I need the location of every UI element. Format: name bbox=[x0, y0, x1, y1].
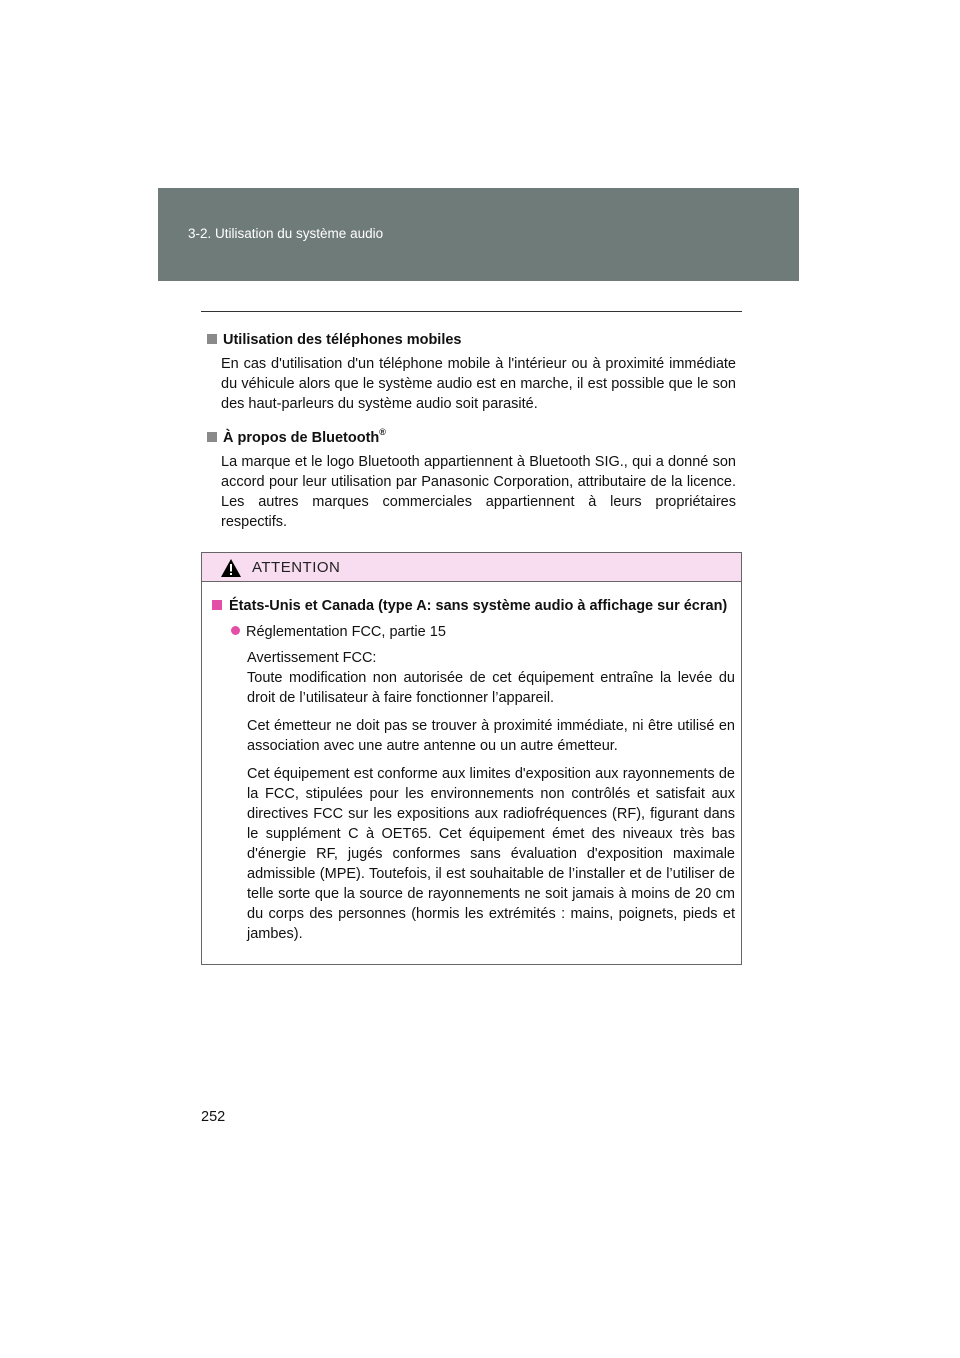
divider bbox=[201, 311, 742, 312]
attention-header bbox=[202, 553, 741, 582]
square-bullet-icon bbox=[212, 600, 222, 610]
paragraph-bluetooth: La marque et le logo Bluetooth appartiennent à Bluetooth SIG., qui a donné son accord pour leur utilisation par Panasonic Corporation, attributaire de la licence. Les autres marques commerciales appartiennent à leurs propriétaires respectifs. bbox=[221, 454, 736, 530]
section-heading-text: À propos de Bluetooth bbox=[223, 430, 380, 446]
attention-paragraph-exposure: Cet équipement est conforme aux limites d'exposition aux rayonnements de la FCC, stipulées pour les environnements non contrôlés et satisfait aux directives FCC sur les expositions aux radiofréquences (RF), figurant dans le supplément C à OET65. Cet équipement émet des niveaux très bas d'énergie RF, jugés conformes sans évaluation d'exposition maximale admissible (MPE). Toutefois, il est souhaitable de l’installer et de l’utiliser de telle sorte que la source de rayonnements ne soit jamais à moins de 20 cm du corps des personnes (hormis les extrémités : mains, poignets, pieds et jambes). bbox=[247, 766, 735, 942]
page-number: 252 bbox=[201, 1109, 226, 1125]
square-bullet-icon bbox=[207, 334, 217, 344]
square-bullet-icon bbox=[207, 432, 217, 442]
warning-triangle-icon bbox=[220, 558, 242, 578]
section-title: 3-2. Utilisation du système audio bbox=[188, 226, 384, 241]
attention-title: ATTENTION bbox=[252, 559, 341, 576]
attention-bullet-text: Réglementation FCC, partie 15 bbox=[246, 624, 446, 640]
fcc-text: Toute modification non autorisée de cet équipement entraîne la levée du droit de l’utilisateur à faire fonctionner l’appareil. bbox=[247, 670, 735, 706]
attention-section-heading-text: États-Unis et Canada (type A: sans système audio à affichage sur écran) bbox=[229, 598, 728, 614]
attention-paragraph-fcc bbox=[247, 648, 735, 708]
attention-body bbox=[202, 582, 741, 944]
attention-paragraph-emitter: Cet émetteur ne doit pas se trouver à proximité immédiate, ni être utilisé en association avec une autre antenne ou un autre émetteur. bbox=[247, 718, 735, 754]
attention-box bbox=[201, 552, 742, 965]
paragraph-mobile: En cas d'utilisation d'un téléphone mobile à l'intérieur ou à proximité immédiate du véhicule alors que le système audio est en marche, il est possible que le son des haut-parleurs du système audio soit parasité. bbox=[221, 356, 736, 412]
section-heading-text: Utilisation des téléphones mobiles bbox=[223, 332, 462, 348]
section-header-band bbox=[158, 188, 799, 281]
attention-section-heading bbox=[212, 596, 735, 616]
circle-bullet-icon bbox=[231, 626, 240, 635]
attention-bullet bbox=[231, 622, 735, 642]
main-content bbox=[207, 326, 736, 540]
section-heading-bluetooth bbox=[207, 422, 736, 448]
fcc-label: Avertissement FCC: bbox=[247, 650, 377, 666]
section-heading-mobile bbox=[207, 330, 736, 350]
registered-mark: ® bbox=[379, 427, 386, 437]
